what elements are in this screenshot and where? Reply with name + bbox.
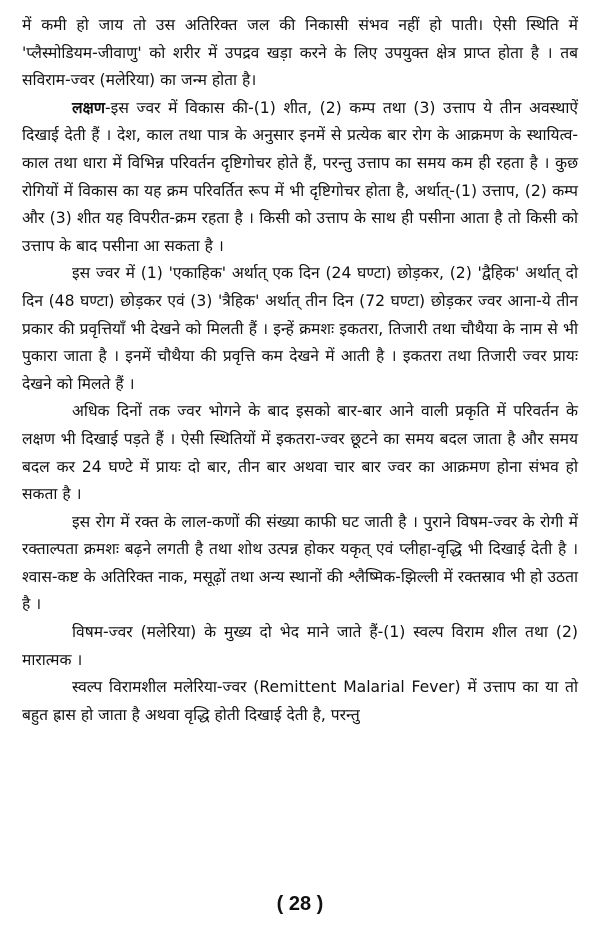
paragraph-remittent (22, 674, 578, 729)
paragraph-fever-types (22, 260, 578, 398)
paragraph-text: इस ज्वर में (1) 'एकाहिक' अर्थात् एक दिन (24 घण्टा) छोड़कर, (2) 'द्वैहिक' अर्थात् दो दिन (48 घण्टा) छोड़कर एवं (3) 'त्रैहिक' अर्थात् तीन दिन (72 घण्टा) छोड़कर ज्वर आना-ये तीन प्रकार की प्रवृत्तियाँ भी देखने को मिलती हैं । इन्हें क्रमशः इकतरा, तिजारी तथा चौथैया के नाम से भी पुकारा जाता है । इनमें चौथैया की प्रवृत्ति कम देखने में आती है । इकतरा तथा तिजारी ज्वर प्रायः देखने को मिलते हैं । (22, 264, 578, 393)
paragraph-two-types (22, 619, 578, 674)
paragraph-continuation (22, 12, 578, 95)
page-number: ( 28 ) (276, 893, 324, 915)
paragraph-symptoms (22, 95, 578, 261)
paragraph-heading-symptoms: लक्षण (72, 98, 106, 117)
paragraph-nature-change (22, 398, 578, 508)
paragraph-text: अधिक दिनों तक ज्वर भोगने के बाद इसको बार-बार आने वाली प्रकृति में परिवर्तन के लक्षण भी दिखाई पड़ते हैं । ऐसी स्थितियों में इकतरा-ज्वर छूटने का समय बदल जाता है और समय बदल कर 24 घण्टे में प्रायः दो बार, तीन बार अथवा चार बार ज्वर का आक्रमण होना संभव हो सकता है । (22, 402, 578, 504)
paragraph-text: -इस ज्वर में विकास की-(1) शीत, (2) कम्प तथा (3) उत्ताप ये तीन अवस्थाऐं दिखाई देती हैं । देश, काल तथा पात्र के अनुसार इनमें से प्रत्येक बार रोग के आक्रमण के स्थायित्व-काल तथा धारा में विभिन्न परिवर्तन दृष्टिगोचर होते हैं, परन्तु उत्ताप का समय कम ही रहता है । कुछ रोगियों में विकास का यह क्रम परिवर्तित रूप में भी दृष्टिगोचर होता है, अर्थात्-(1) उत्ताप, (2) कम्प और (3) शीत यह विपरीत-क्रम रहता है । किसी को उत्ताप के साथ ही पसीना आता है तो किसी को उत्ताप के बाद पसीना आ सकता है । (22, 98, 578, 255)
paragraph-blood-effects (22, 509, 578, 619)
paragraph-text: में कमी हो जाय तो उस अतिरिक्त जल की निकासी संभव नहीं हो पाती। ऐसी स्थिति में 'प्लैस्मोडियम-जीवाणु' को शरीर में उपद्रव खड़ा करने के लिए उपयुक्त क्षेत्र प्राप्त होता है । तब सविराम-ज्वर (मलेरिया) का जन्म होता है। (22, 16, 578, 90)
paragraph-text: स्वल्प विरामशील मलेरिया-ज्वर (Remittent Malarial Fever) में उत्ताप का या तो बहुत ह्रास हो जाता है अथवा वृद्धि होती दिखाई देती है, परन्तु (22, 678, 578, 724)
paragraph-text: विषम-ज्वर (मलेरिया) के मुख्य दो भेद माने जाते हैं-(1) स्वल्प विराम शील तथा (2) मारात्मक । (22, 623, 578, 669)
paragraph-text: इस रोग में रक्त के लाल-कणों की संख्या काफी घट जाती है । पुराने विषम-ज्वर के रोगी में रक्ताल्पता क्रमशः बढ़ने लगती है तथा शोथ उत्पन्न होकर यकृत् एवं प्लीहा-वृद्धि भी दिखाई देती है । श्वास-कष्ट के अतिरिक्त नाक, मसूढ़ों तथा अन्य स्थानों की श्लैष्मिक-झिल्ली में रक्तस्राव भी हो उठता है । (22, 512, 578, 614)
